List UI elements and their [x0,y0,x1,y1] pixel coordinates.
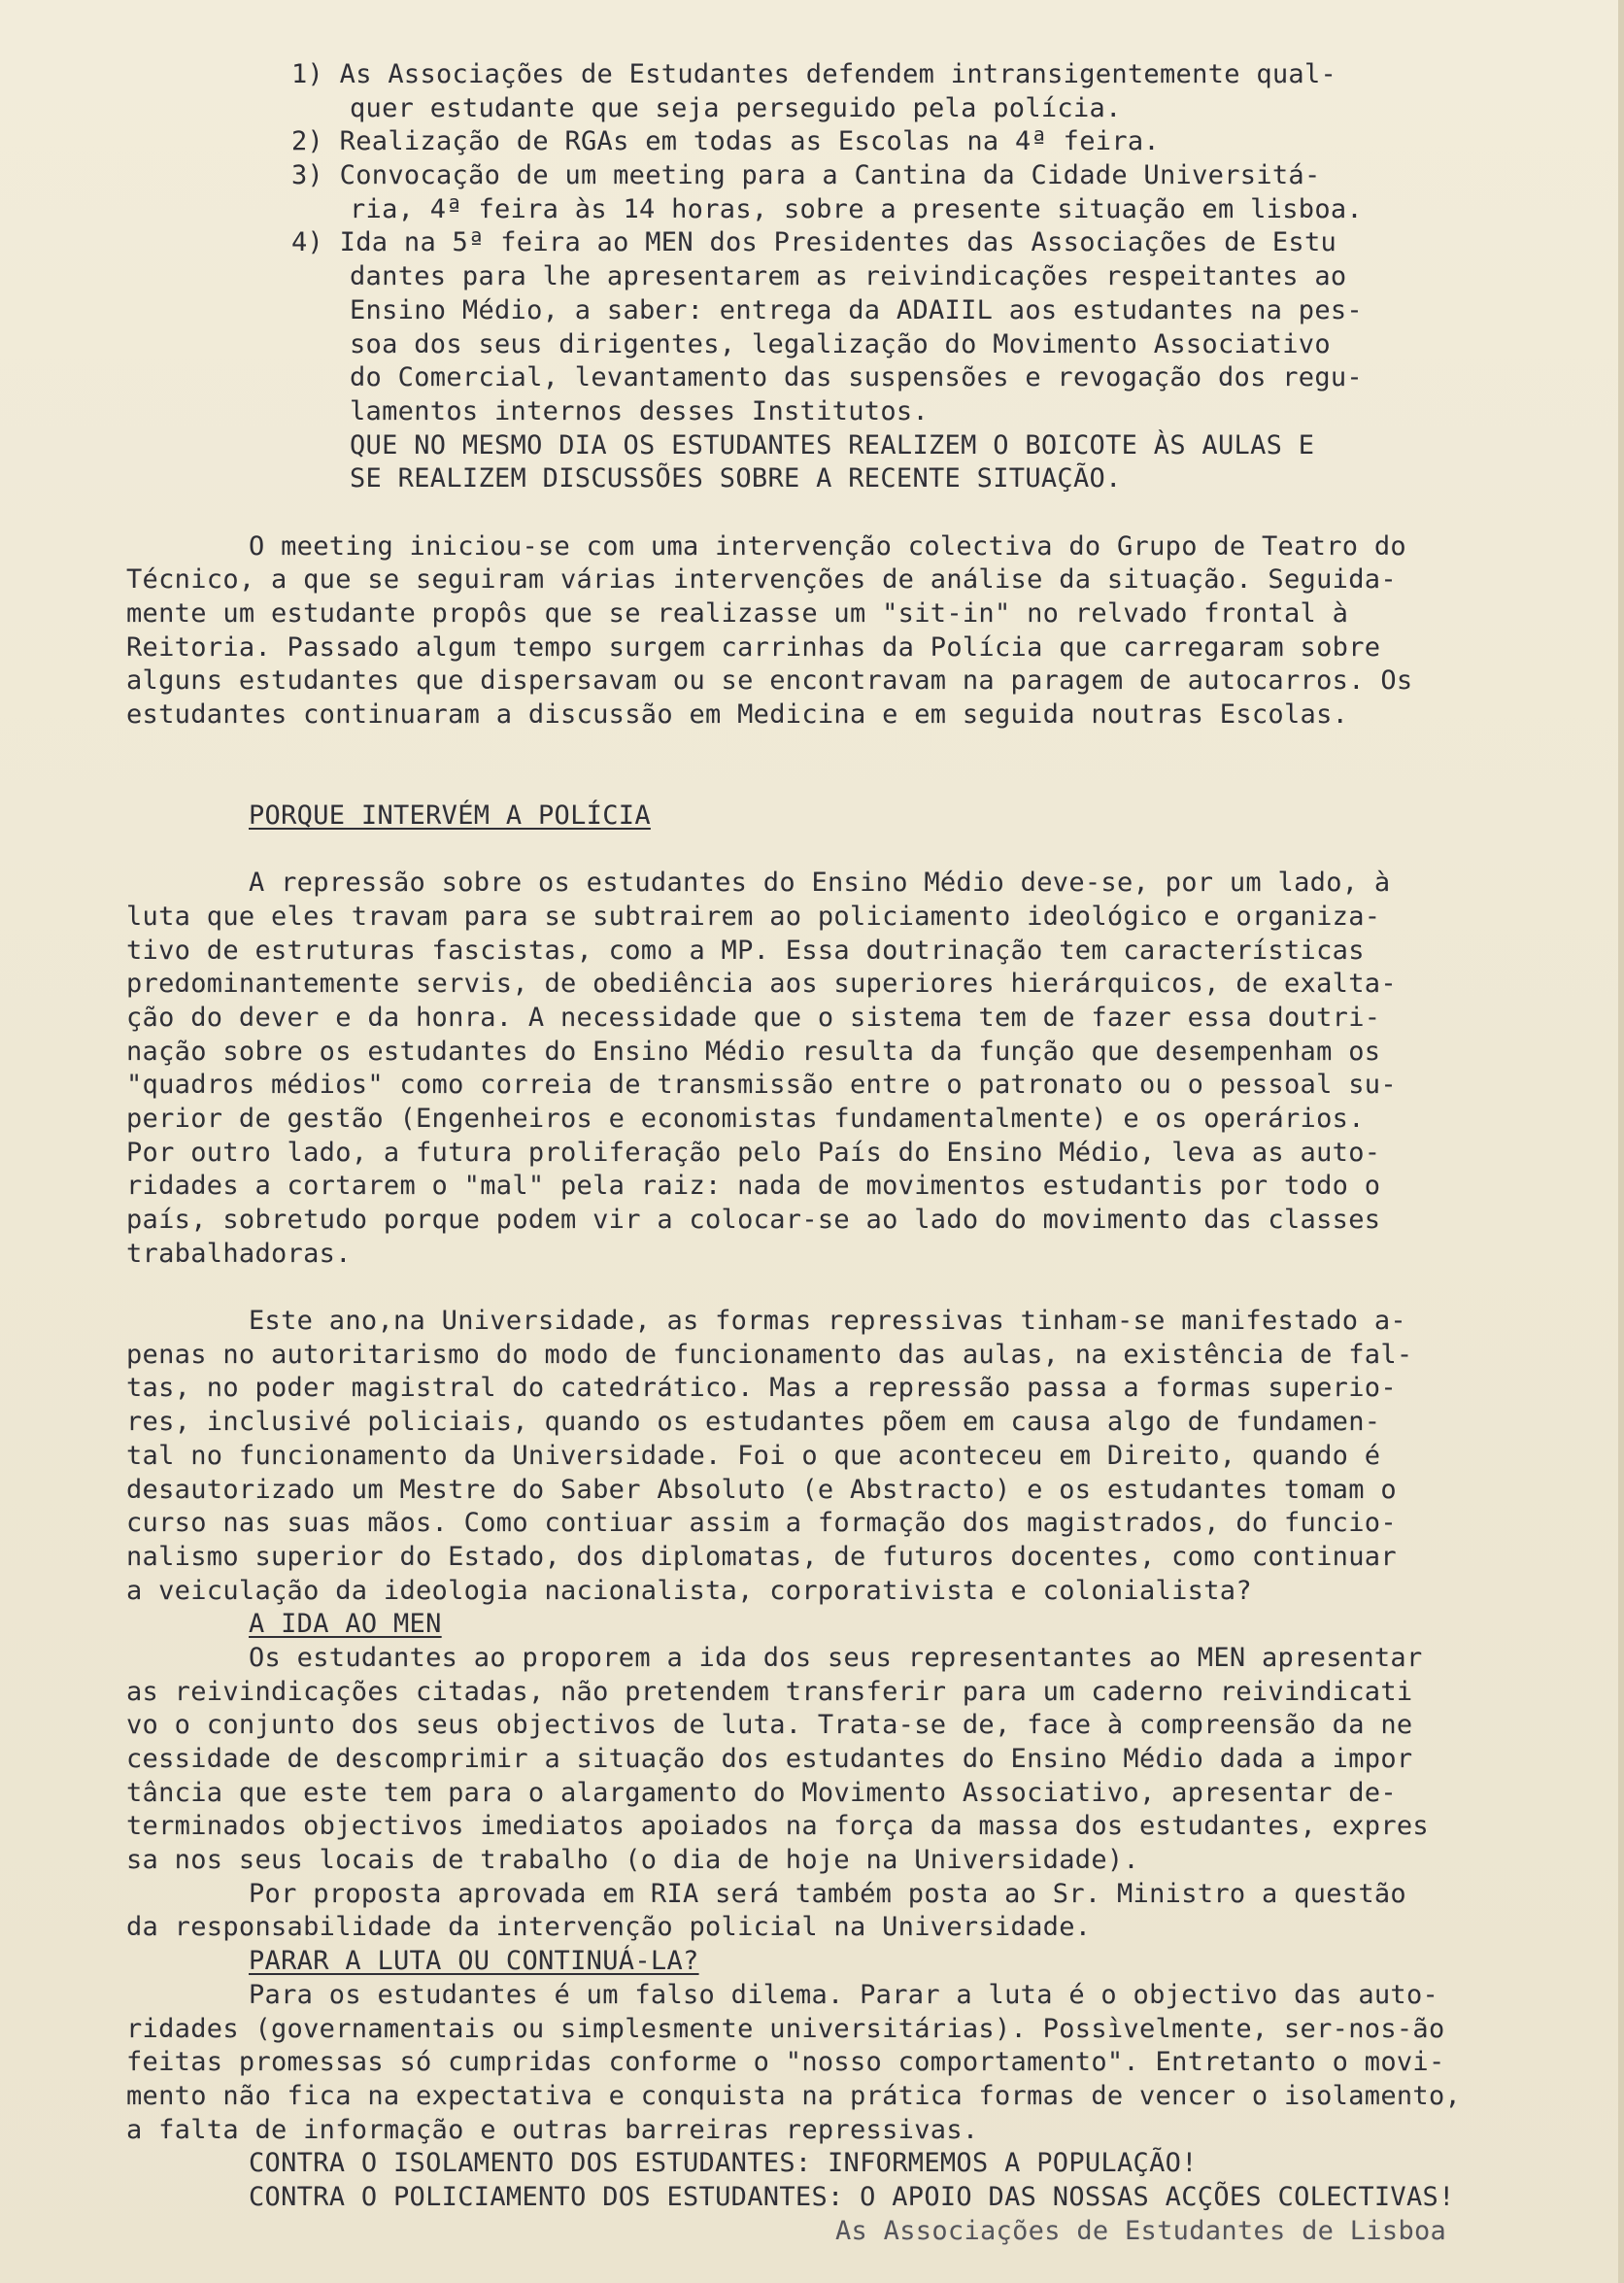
text-line: quer estudante que seja perseguido pela polícia. [350,92,1122,123]
text-line: "quadros médios" como correia de transmissão entre o patronato ou o pessoal su- [126,1070,1397,1101]
text-line: do Comercial, levantamento das suspensões e revogação dos regu- [350,362,1363,393]
text-line: as reivindicações citadas, não pretendem transferir para um caderno reivindicati [126,1676,1413,1707]
text-line: CONTRA O ISOLAMENTO DOS ESTUDANTES: INFORMEMOS A POPULAÇÃO! [249,2148,1198,2179]
text-line: a veiculação da ideologia nacionalista, corporativista e colonialista? [126,1575,1252,1606]
paragraph-gap [126,733,1535,800]
signature-line: As Associações de Estudantes de Lisboa [835,2215,1447,2246]
text-line: dantes para lhe apresentarem as reivindicações respeitantes ao [350,261,1347,292]
text-line: sa nos seus locais de trabalho (o dia de hoje na Universidade). [126,1845,1139,1876]
text-line: desautorizado um Mestre do Saber Absoluto (e Abstracto) e os estudantes tomam o [126,1474,1397,1505]
text-line: tal no funcionamento da Universidade. Foi o que aconteceu em Direito, quando é [126,1440,1381,1471]
text-line: ridades (governamentais ou simplesmente universitárias). Possìvelmente, ser-nos-ão [126,2013,1445,2044]
text-line: SE REALIZEM DISCUSSÕES SOBRE A RECENTE SITUAÇÃO. [350,463,1122,494]
text-line: Por proposta aprovada em RIA será também posta ao Sr. Ministro a questão [249,1878,1406,1909]
section-heading: A IDA AO MEN [249,1609,442,1640]
text-line: perior de gestão (Engenheiros e economistas fundamentalmente) e os operários. [126,1103,1365,1134]
text-line: luta que eles travam para se subtrairem ao policiamento ideológico e organiza- [126,901,1381,932]
text-line: ção do dever e da honra. A necessidade que o sistema tem de fazer essa doutri- [126,1002,1381,1033]
text-line: da responsabilidade da intervenção policial na Universidade. [126,1912,1092,1943]
text-line: Reitoria. Passado algum tempo surgem carrinhas da Polícia que carregaram sobre [126,631,1381,663]
section-heading: PARAR A LUTA OU CONTINUÁ-LA? [249,1946,699,1977]
text-line: Técnico, a que se seguiram várias intervenções de análise da situação. Seguida- [126,564,1397,596]
text-line: mento não fica na expectativa e conquista na prática formas de vencer o isolamento, [126,2080,1462,2111]
text-line: tas, no poder magistral do catedrático. Mas a repressão passa a formas superio- [126,1373,1397,1404]
paragraph-gap [126,833,1535,867]
text-line: Para os estudantes é um falso dilema. Parar a luta é o objectivo das auto- [249,1979,1439,2010]
text-line: lamentos internos desses Institutos. [350,395,929,426]
text-line: 2) Realização de RGAs em todas as Escolas na 4ª feira. [291,126,1160,157]
text-line: terminados objectivos imediatos apoiados na força da massa dos estudantes, expres [126,1811,1429,1842]
text-line: ridades a cortarem o "mal" pela raiz: nada de movimentos estudantis por todo o [126,1171,1381,1202]
text-line: a falta de informação e outras barreiras repressivas. [126,2114,979,2145]
text-line: estudantes continuaram a discussão em Medicina e em seguida noutras Escolas. [126,699,1349,731]
text-line: 1) As Associações de Estudantes defendem intransigentemente qual- [291,59,1337,89]
section-heading: PORQUE INTERVÉM A POLÍCIA [249,800,651,831]
text-line: curso nas suas mãos. Como contiuar assim a formação dos magistrados, do funcio- [126,1508,1397,1539]
text-line: predominantemente servis, de obediência aos superiores hierárquicos, de exalta- [126,969,1397,1000]
text-line: país, sobretudo porque podem vir a colocar-se ao lado do movimento das classes [126,1205,1381,1235]
paper-edge [1618,0,1624,2283]
text-line: Os estudantes ao proporem a ida dos seus representantes ao MEN apresentar [249,1642,1423,1673]
text-line: penas no autoritarismo do modo de funcionamento das aulas, na existência de fal- [126,1339,1413,1370]
text-line: mente um estudante propôs que se realizasse um "sit-in" no relvado frontal à [126,598,1349,629]
text-line: QUE NO MESMO DIA OS ESTUDANTES REALIZEM O BOICOTE ÀS AULAS E [350,429,1315,460]
text-line: O meeting iniciou-se com uma intervenção colectiva do Grupo de Teatro do [249,530,1406,562]
text-line: Este ano,na Universidade, as formas repressivas tinham-se manifestado a- [249,1306,1406,1337]
text-line: Ensino Médio, a saber: entrega da ADAIIL aos estudantes na pes- [350,294,1363,325]
text-line: tância que este tem para o alargamento do Movimento Associativo, apresentar de- [126,1777,1397,1808]
text-line: nação sobre os estudantes do Ensino Médio resulta da função que desempenham os [126,1036,1381,1067]
typewritten-text [126,58,1535,2248]
paragraph-gap [126,1271,1535,1305]
text-line: tivo de estruturas fascistas, como a MP. Essa doutrinação tem características [126,935,1365,966]
text-line: CONTRA O POLICIAMENTO DOS ESTUDANTES: O APOIO DAS NOSSAS ACÇÕES COLECTIVAS! [249,2181,1455,2212]
text-line: nalismo superior do Estado, dos diplomatas, de futuros docentes, como continuar [126,1541,1397,1572]
text-line: 3) Convocação de um meeting para a Cantina da Cidade Universitá- [291,160,1321,191]
text-line: soa dos seus dirigentes, legalização do Movimento Associativo [350,328,1331,359]
text-line: feitas promessas só cumpridas conforme o "nosso comportamento". Entretanto o movi- [126,2047,1445,2078]
text-line: trabalhadoras. [126,1238,352,1269]
text-line: Por outro lado, a futura proliferação pelo País do Ensino Médio, leva as auto- [126,1137,1381,1168]
text-line: res, inclusivé policiais, quando os estudantes põem em causa algo de fundamen- [126,1407,1381,1438]
text-line: ria, 4ª feira às 14 horas, sobre a presente situação em lisboa. [350,193,1363,224]
text-line: vo o conjunto dos seus objectivos de luta. Trata-se de, face à compreensão da ne [126,1710,1413,1741]
text-line: A repressão sobre os estudantes do Ensino Médio deve-se, por um lado, à [249,868,1391,899]
text-line: alguns estudantes que dispersavam ou se encontravam na paragem de autocarros. Os [126,665,1413,697]
text-line: 4) Ida na 5ª feira ao MEN dos Presidentes das Associações de Estu [291,227,1337,258]
text-line: cessidade de descomprimir a situação dos estudantes do Ensino Médio dada a impor [126,1744,1413,1774]
paragraph-gap [126,496,1535,530]
